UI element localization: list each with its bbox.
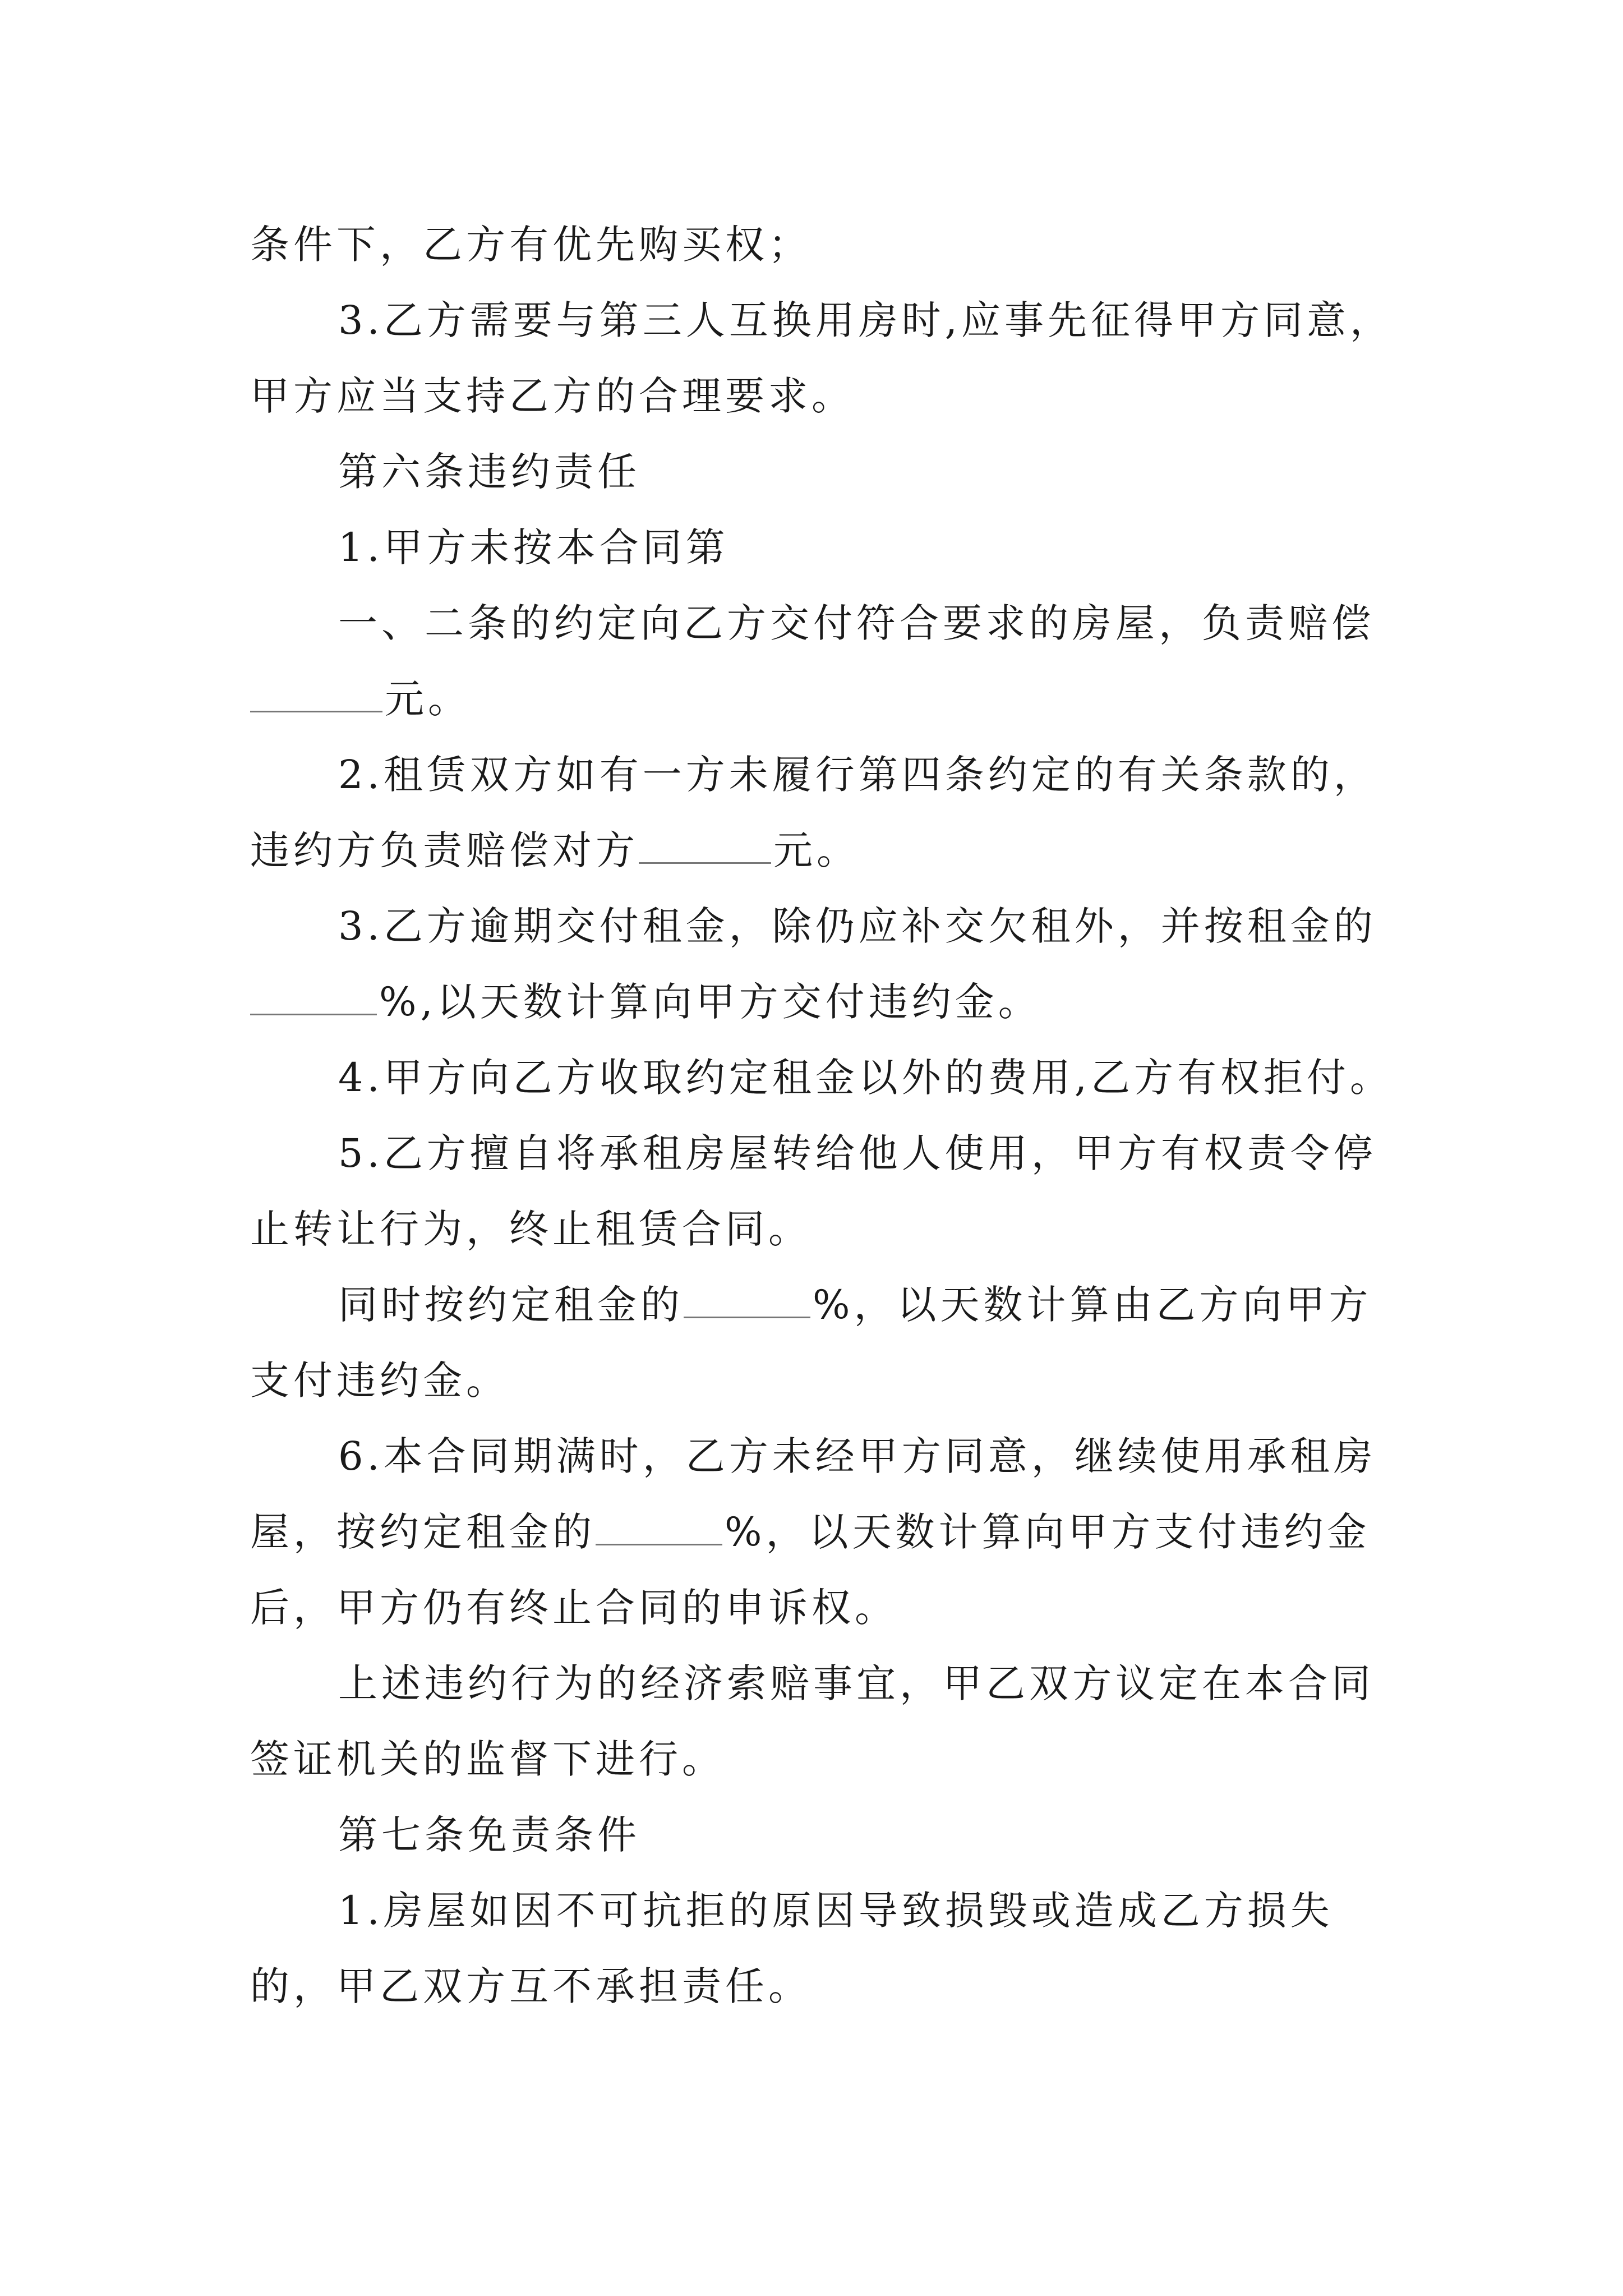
text-line	[250, 1577, 898, 1639]
fill-in-blank	[596, 1504, 722, 1545]
text-line	[250, 1728, 725, 1790]
text-line	[250, 668, 471, 730]
text-segment: 4.甲方向乙方收取约定租金以外的费用,乙方有权拒付。	[338, 1055, 1394, 1101]
text-line	[338, 1274, 1372, 1336]
text-segment: %，以天数计算由乙方向甲方	[813, 1282, 1372, 1328]
text-line	[338, 744, 1377, 806]
text-line	[250, 365, 855, 427]
text-segment: 第七条免责条件	[338, 1812, 640, 1858]
text-line	[338, 517, 729, 578]
fill-in-blank	[684, 1277, 810, 1318]
text-segment: 止转让行为，终止租赁合同。	[250, 1206, 811, 1252]
text-segment: 上述违约行为的经济索赔事宜，甲乙双方议定在本合同	[338, 1660, 1375, 1706]
text-line	[250, 820, 860, 881]
text-segment: 6.本合同期满时，乙方未经甲方同意，继续使用承租房	[338, 1433, 1377, 1479]
text-segment: 甲方应当支持乙方的合理要求。	[250, 373, 855, 419]
text-segment: 屋，按约定租金的	[250, 1509, 596, 1555]
text-line	[338, 1425, 1377, 1487]
text-line	[250, 1955, 811, 2017]
text-line	[250, 1501, 1371, 1563]
text-segment: 2.租赁双方如有一方未履行第四条约定的有关条款的，	[338, 752, 1377, 798]
text-segment: 3.乙方需要与第三人互换用房时,应事先征得甲方同意，	[338, 297, 1394, 343]
text-line	[338, 895, 1377, 957]
text-segment: 一、二条的约定向乙方交付符合要求的房屋，负责赔偿	[338, 600, 1375, 646]
text-segment: 条件下，乙方有优先购买权；	[250, 222, 811, 268]
text-segment: 后，甲方仍有终止合同的申诉权。	[250, 1585, 898, 1631]
fill-in-blank	[250, 974, 377, 1015]
text-segment: 元。	[385, 676, 471, 722]
text-line	[250, 1198, 811, 1260]
text-segment: %,以天数计算向甲方交付违约金。	[379, 979, 1041, 1025]
text-segment: 同时按约定租金的	[338, 1282, 684, 1328]
text-line	[338, 592, 1375, 654]
text-line	[250, 1350, 509, 1411]
text-segment: 元。	[773, 827, 860, 873]
text-segment: 1.房屋如因不可抗拒的原因导致损毁或造成乙方损失	[338, 1888, 1334, 1934]
text-segment: 第六条违约责任	[338, 449, 640, 495]
text-segment: 3.乙方逾期交付租金，除仍应补交欠租外，并按租金的	[338, 903, 1377, 949]
text-line	[338, 1047, 1393, 1108]
text-line	[250, 971, 1041, 1033]
section-heading	[338, 441, 640, 503]
text-line	[338, 1880, 1334, 1941]
text-segment: 的，甲乙双方互不承担责任。	[250, 1963, 811, 2009]
text-segment: 1.甲方未按本合同第	[338, 524, 729, 570]
text-segment: %，以天数计算向甲方支付违约金	[725, 1509, 1371, 1555]
text-line	[338, 289, 1393, 351]
text-line	[250, 214, 811, 275]
text-segment: 支付违约金。	[250, 1358, 509, 1404]
text-line	[338, 1122, 1377, 1184]
text-segment: 违约方负责赔偿对方	[250, 827, 639, 873]
fill-in-blank	[639, 823, 771, 864]
section-heading	[338, 1804, 640, 1866]
text-segment: 5.乙方擅自将承租房屋转给他人使用，甲方有权责令停	[338, 1130, 1377, 1176]
text-segment: 签证机关的监督下进行。	[250, 1736, 725, 1782]
fill-in-blank	[250, 671, 382, 712]
text-line	[338, 1653, 1375, 1714]
